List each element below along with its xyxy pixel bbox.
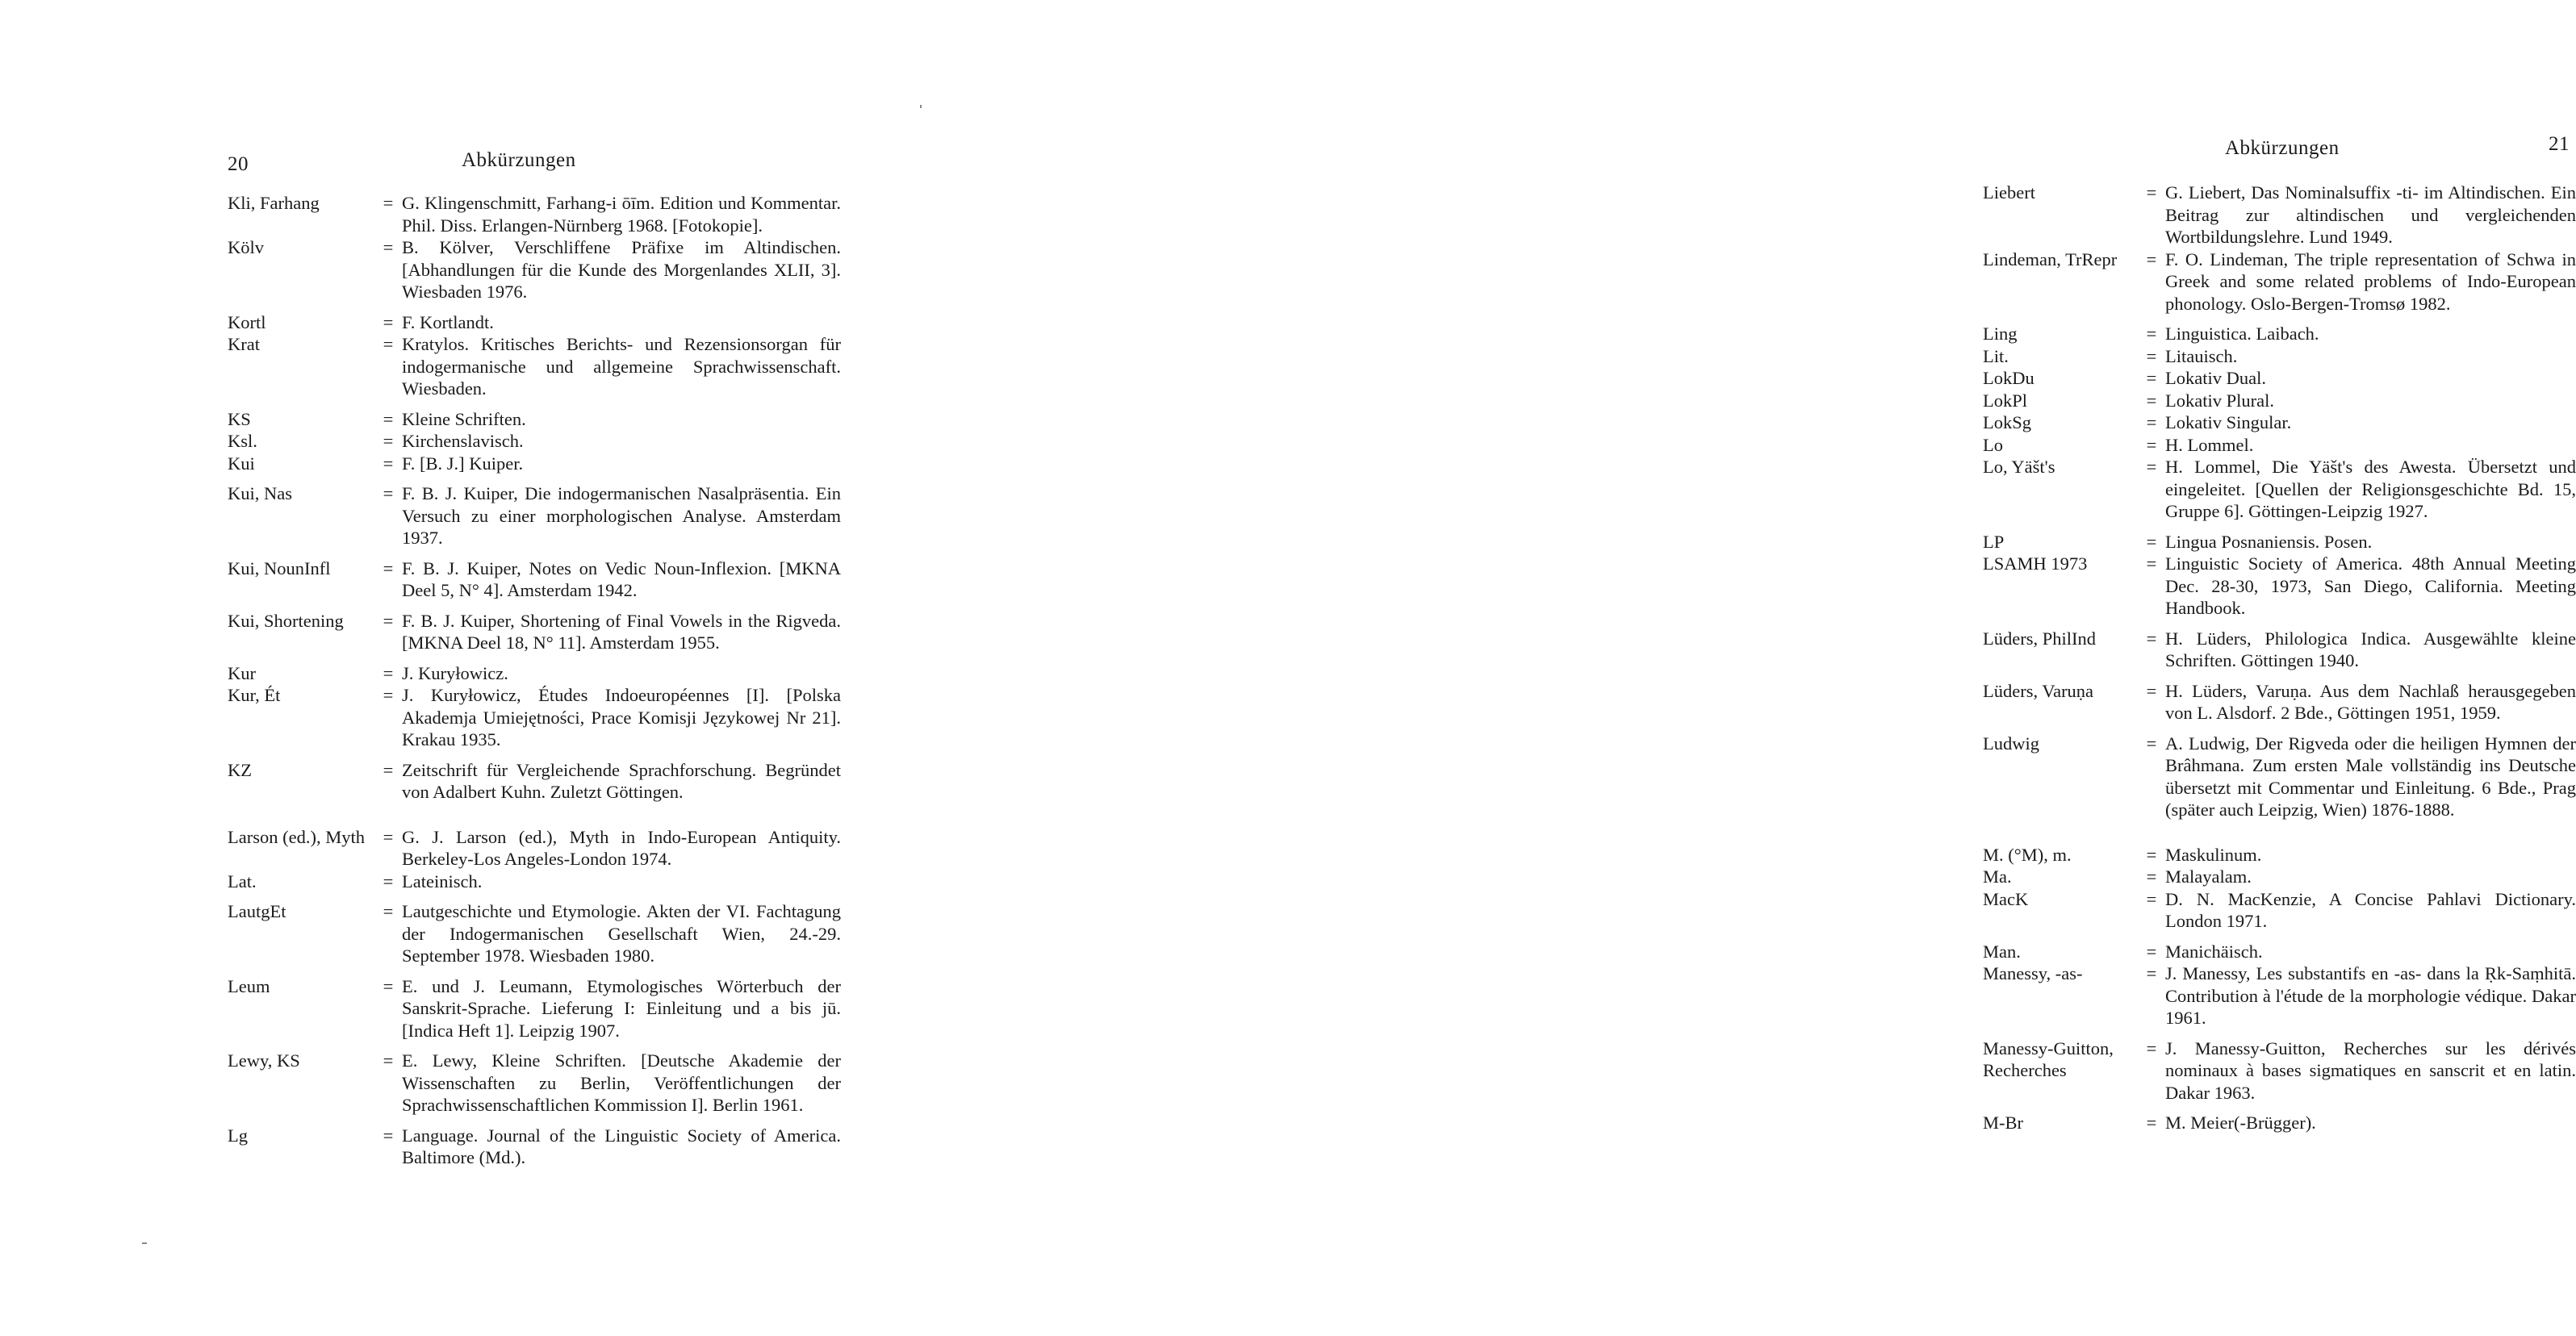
abbreviation-entry [228, 482, 841, 549]
abbreviation-entry [228, 870, 841, 893]
abbreviation-term: KZ [228, 759, 252, 780]
abbreviation-entry [1983, 1037, 2576, 1104]
abbreviation-term: Liebert [1983, 182, 2035, 202]
abbreviation-definition: Malayalam. [2165, 866, 2252, 887]
abbreviation-term: Lg [228, 1125, 248, 1146]
spacer [228, 549, 841, 557]
abbreviation-entry [1983, 345, 2576, 368]
equals-sign: = [2146, 345, 2157, 366]
abbreviation-term: Ling [1983, 324, 2018, 344]
abbreviation-entry [228, 610, 841, 654]
spacer [228, 474, 841, 482]
abbreviation-entry [1983, 434, 2576, 457]
abbreviation-term: Kur, Ét [228, 685, 281, 705]
equals-sign: = [383, 1125, 394, 1146]
abbreviation-entry [1983, 182, 2576, 248]
running-head: Abkürzungen [2225, 137, 2340, 159]
equals-sign: = [383, 826, 394, 847]
abbreviation-definition: Linguistic Society of America. 48th Annual Meeting Dec. 28-30, 1973, San Diego, California. Meeting Handbook. [2165, 553, 2576, 618]
equals-sign: = [2146, 324, 2157, 344]
abbreviation-entry [228, 557, 841, 602]
abbreviation-entry [228, 1125, 841, 1169]
running-head: Abkürzungen [462, 149, 576, 171]
abbreviation-term: Kui, NounInfl [228, 557, 331, 578]
abbreviation-definition: Manichäisch. [2165, 941, 2263, 962]
equals-sign: = [2146, 680, 2157, 701]
abbreviation-term: Lüders, Varuṇa [1983, 680, 2094, 701]
abbreviation-term: Kui, Shortening [228, 610, 344, 631]
spacer [228, 1042, 841, 1050]
abbreviation-entry [1983, 866, 2576, 888]
abbreviation-definition: G. J. Larson (ed.), Myth in Indo-European Antiquity. Berkeley-Los Angeles-London 1974. [402, 826, 841, 869]
abbreviation-entry [1983, 456, 2576, 523]
spacer [228, 303, 841, 311]
equals-sign: = [2146, 733, 2157, 754]
abbreviation-definition: Kleine Schriften. [402, 408, 526, 429]
spacer [228, 602, 841, 610]
equals-sign: = [2146, 963, 2157, 983]
spacer [228, 400, 841, 408]
spacer [228, 892, 841, 900]
abbreviation-entry [1983, 531, 2576, 553]
spacer [1983, 724, 2576, 733]
abbreviation-entry [228, 975, 841, 1042]
abbreviation-definition: B. Kölver, Verschliffene Präfixe im Altindischen. [Abhandlungen für die Kunde des Morgenlandes XLII, 3]. Wiesbaden 1976. [402, 237, 841, 302]
abbreviation-definition: Kratylos. Kritisches Berichts- und Rezensionsorgan für indogermanische und allgemeine Sprachwissenschaft. Wiesbaden. [402, 334, 841, 399]
abbreviation-definition: Zeitschrift für Vergleichende Sprachforschung. Begründet von Adalbert Kuhn. Zuletzt Göttingen. [402, 759, 841, 802]
abbreviation-term: Kölv [228, 237, 264, 257]
abbreviation-list [228, 192, 841, 1169]
abbreviation-definition: Lokativ Singular. [2165, 412, 2292, 432]
spacer [1983, 672, 2576, 680]
abbreviation-term: LokSg [1983, 412, 2032, 432]
abbreviation-definition: F. B. J. Kuiper, Shortening of Final Vowels in the Rigveda. [MKNA Deel 18, N° 11]. Amsterdam 1955. [402, 610, 841, 653]
abbreviation-term: Manessy-Guitton, Recherches [1983, 1037, 2114, 1080]
abbreviation-term: Kur [228, 662, 256, 683]
equals-sign: = [2146, 1113, 2157, 1133]
abbreviation-term: Lewy, KS [228, 1050, 300, 1071]
abbreviation-term: Ma. [1983, 866, 2012, 887]
abbreviation-term: LokPl [1983, 390, 2028, 411]
abbreviation-term: Krat [228, 334, 260, 354]
abbreviation-term: MacK [1983, 888, 2029, 909]
equals-sign: = [383, 237, 394, 257]
abbreviation-entry [1983, 844, 2576, 866]
spacer [1983, 821, 2576, 844]
abbreviation-definition: Lautgeschichte und Etymologie. Akten der VI. Fachtagung der Indogermanischen Gesellschaft Wien, 24.-29. September 1978. Wiesbaden 1980. [402, 901, 841, 966]
abbreviation-term: Ludwig [1983, 733, 2039, 754]
equals-sign: = [383, 975, 394, 996]
equals-sign: = [2146, 457, 2157, 477]
abbreviation-definition: F. [B. J.] Kuiper. [402, 453, 524, 474]
abbreviation-entry [1983, 962, 2576, 1029]
equals-sign: = [383, 662, 394, 683]
abbreviation-definition: Lingua Posnaniensis. Posen. [2165, 531, 2373, 552]
equals-sign: = [2146, 368, 2157, 388]
page-number: 20 [228, 153, 249, 175]
equals-sign: = [383, 759, 394, 780]
abbreviation-entry [1983, 390, 2576, 412]
abbreviation-entry [1983, 1112, 2576, 1134]
spacer [228, 1117, 841, 1125]
abbreviation-definition: H. Lommel, Die Yäšt's des Awesta. Übersetzt und eingeleitet. [Quellen der Religionsgeschichte Bd. 15, Gruppe 6]. Göttingen-Leipzig 1927. [2165, 457, 2576, 521]
abbreviation-term: Lit. [1983, 345, 2009, 366]
abbreviation-entry [228, 684, 841, 751]
abbreviation-term: Man. [1983, 941, 2021, 962]
abbreviation-definition: G. Klingenschmitt, Farhang-i ōīm. Edition und Kommentar. Phil. Diss. Erlangen-Nürnberg 1968. [Fotokopie]. [402, 193, 841, 236]
spacer [1983, 1104, 2576, 1112]
scan-speck [920, 105, 922, 108]
abbreviation-entry [1983, 553, 2576, 620]
abbreviation-definition: Maskulinum. [2165, 844, 2262, 865]
spacer [228, 751, 841, 759]
abbreviation-term: Kli, Farhang [228, 193, 320, 213]
equals-sign: = [383, 901, 394, 921]
abbreviation-entry [228, 662, 841, 685]
abbreviation-definition: A. Ludwig, Der Rigveda oder die heiligen Hymnen der Brâhmana. Zum ersten Male vollständig ins Deutsche übersetzt mit Commentar und Einleitung. 6 Bde., Prag (später auch Leipzig, Wien) 1876-1888. [2165, 733, 2576, 820]
abbreviation-definition: E. und J. Leumann, Etymologisches Wörterbuch der Sanskrit-Sprache. Lieferung I: Einleitung und a bis jū. [Indica Heft 1]. Leipzig 1907. [402, 975, 841, 1041]
spacer [1983, 620, 2576, 628]
abbreviation-entry [1983, 248, 2576, 315]
abbreviation-term: Ksl. [228, 431, 257, 451]
equals-sign: = [383, 408, 394, 429]
equals-sign: = [2146, 941, 2157, 962]
spacer [228, 967, 841, 975]
abbreviation-definition: Lateinisch. [402, 870, 483, 891]
abbreviation-term: Kortl [228, 311, 266, 332]
equals-sign: = [2146, 866, 2157, 887]
abbreviation-definition: M. Meier(-Brügger). [2165, 1113, 2316, 1133]
equals-sign: = [383, 483, 394, 503]
abbreviation-list [1983, 182, 2576, 1134]
abbreviation-term: Lat. [228, 870, 257, 891]
abbreviation-definition: H. Lüders, Philologica Indica. Ausgewählte kleine Schriften. Göttingen 1940. [2165, 628, 2576, 670]
abbreviation-definition: F. B. J. Kuiper, Notes on Vedic Noun-Inflexion. [MKNA Deel 5, N° 4]. Amsterdam 1942. [402, 557, 841, 600]
spacer [228, 804, 841, 826]
abbreviation-entry [228, 236, 841, 303]
abbreviation-entry [1983, 411, 2576, 434]
abbreviation-definition: E. Lewy, Kleine Schriften. [Deutsche Akademie der Wissenschaften zu Berlin, Veröffentlichungen der Sprachwissenschaftlichen Kommission I]. Berlin 1961. [402, 1050, 841, 1115]
abbreviation-entry [228, 192, 841, 236]
abbreviation-entry [228, 1050, 841, 1117]
abbreviation-definition: Lokativ Plural. [2165, 390, 2274, 411]
left-page [0, 0, 946, 1336]
abbreviation-definition: J. Kuryłowicz. [402, 662, 508, 683]
abbreviation-term: Lüders, PhilInd [1983, 628, 2096, 649]
abbreviation-term: Lindeman, TrRepr [1983, 248, 2118, 269]
abbreviation-entry [1983, 367, 2576, 390]
equals-sign: = [383, 311, 394, 332]
equals-sign: = [383, 193, 394, 213]
abbreviation-entry [1983, 628, 2576, 672]
abbreviation-term: LSAMH 1973 [1983, 553, 2088, 574]
abbreviation-entry [228, 333, 841, 400]
abbreviation-entry [1983, 888, 2576, 933]
abbreviation-term: Kui [228, 453, 255, 474]
spacer [1983, 1029, 2576, 1037]
abbreviation-definition: H. Lommel. [2165, 434, 2254, 455]
spacer [228, 654, 841, 662]
abbreviation-definition: D. N. MacKenzie, A Concise Pahlavi Dictionary. London 1971. [2165, 888, 2576, 931]
abbreviation-entry [1983, 323, 2576, 345]
abbreviation-entry [228, 826, 841, 870]
equals-sign: = [2146, 434, 2157, 455]
abbreviation-entry [228, 453, 841, 475]
abbreviation-definition: H. Lüders, Varuṇa. Aus dem Nachlaß herausgegeben von L. Alsdorf. 2 Bde., Göttingen 1951, 1959. [2165, 680, 2576, 723]
equals-sign: = [2146, 531, 2157, 552]
equals-sign: = [2146, 888, 2157, 909]
equals-sign: = [2146, 844, 2157, 865]
abbreviation-entry [1983, 680, 2576, 724]
abbreviation-definition: Litauisch. [2165, 345, 2238, 366]
abbreviation-definition: Linguistica. Laibach. [2165, 324, 2319, 344]
equals-sign: = [2146, 182, 2157, 202]
abbreviation-definition: J. Kuryłowicz, Études Indoeuropéennes [I]. [Polska Akademja Umiejętności, Prace Komisji Językowej Nr 21]. Krakau 1935. [402, 685, 841, 749]
abbreviation-definition: F. B. J. Kuiper, Die indogermanischen Nasalpräsentia. Ein Versuch zu einer morphologischen Analyse. Amsterdam 1937. [402, 483, 841, 548]
abbreviation-term: M-Br [1983, 1113, 2023, 1133]
scan-speck [142, 1242, 147, 1244]
abbreviation-term: LokDu [1983, 368, 2034, 388]
abbreviation-entry [1983, 733, 2576, 821]
abbreviation-term: Leum [228, 975, 270, 996]
equals-sign: = [383, 453, 394, 474]
abbreviation-term: Lo [1983, 434, 2003, 455]
equals-sign: = [2146, 390, 2157, 411]
equals-sign: = [383, 610, 394, 631]
equals-sign: = [2146, 553, 2157, 574]
abbreviation-definition: J. Manessy-Guitton, Recherches sur les dérivés nominaux à bases sigmatiques en sanscrit et en latin. Dakar 1963. [2165, 1037, 2576, 1103]
abbreviation-term: KS [228, 408, 251, 429]
abbreviation-definition: Kirchenslavisch. [402, 431, 524, 451]
abbreviation-term: Manessy, -as- [1983, 963, 2083, 983]
equals-sign: = [383, 557, 394, 578]
equals-sign: = [2146, 628, 2157, 649]
abbreviation-definition: G. Liebert, Das Nominalsuffix -ti- im Altindischen. Ein Beitrag zur altindischen und vergleichenden Wortbildungslehre. Lund 1949. [2165, 182, 2576, 247]
abbreviation-term: Larson (ed.), Myth [228, 826, 365, 847]
equals-sign: = [2146, 1037, 2157, 1058]
abbreviation-entry [228, 430, 841, 453]
abbreviation-term: Lo, Yäšt's [1983, 457, 2055, 477]
abbreviation-entry [228, 311, 841, 334]
equals-sign: = [383, 1050, 394, 1071]
abbreviation-entry [228, 408, 841, 431]
abbreviation-entry [1983, 941, 2576, 963]
abbreviation-definition: J. Manessy, Les substantifs en -as- dans la Ṛk-Saṃhitā. Contribution à l'étude de la morphologie védique. Dakar 1961. [2165, 963, 2576, 1028]
equals-sign: = [2146, 412, 2157, 432]
abbreviation-definition: Lokativ Dual. [2165, 368, 2266, 388]
equals-sign: = [383, 334, 394, 354]
right-page [946, 0, 2576, 1336]
spacer [1983, 523, 2576, 531]
spacer [1983, 933, 2576, 941]
abbreviation-definition: Language. Journal of the Linguistic Society of America. Baltimore (Md.). [402, 1125, 841, 1167]
equals-sign: = [2146, 248, 2157, 269]
abbreviation-term: M. (°M), m. [1983, 844, 2072, 865]
spacer [1983, 315, 2576, 323]
abbreviation-definition: F. Kortlandt. [402, 311, 494, 332]
equals-sign: = [383, 431, 394, 451]
abbreviation-term: LP [1983, 531, 2005, 552]
page-number: 21 [2549, 133, 2570, 155]
abbreviation-term: LautgEt [228, 901, 286, 921]
equals-sign: = [383, 870, 394, 891]
abbreviation-entry [228, 900, 841, 967]
equals-sign: = [383, 685, 394, 705]
abbreviation-term: Kui, Nas [228, 483, 292, 503]
abbreviation-definition: F. O. Lindeman, The triple representation of Schwa in Greek and some related problems of Indo-European phonology. Oslo-Bergen-Tromsø 1982. [2165, 248, 2576, 314]
abbreviation-entry [228, 759, 841, 804]
